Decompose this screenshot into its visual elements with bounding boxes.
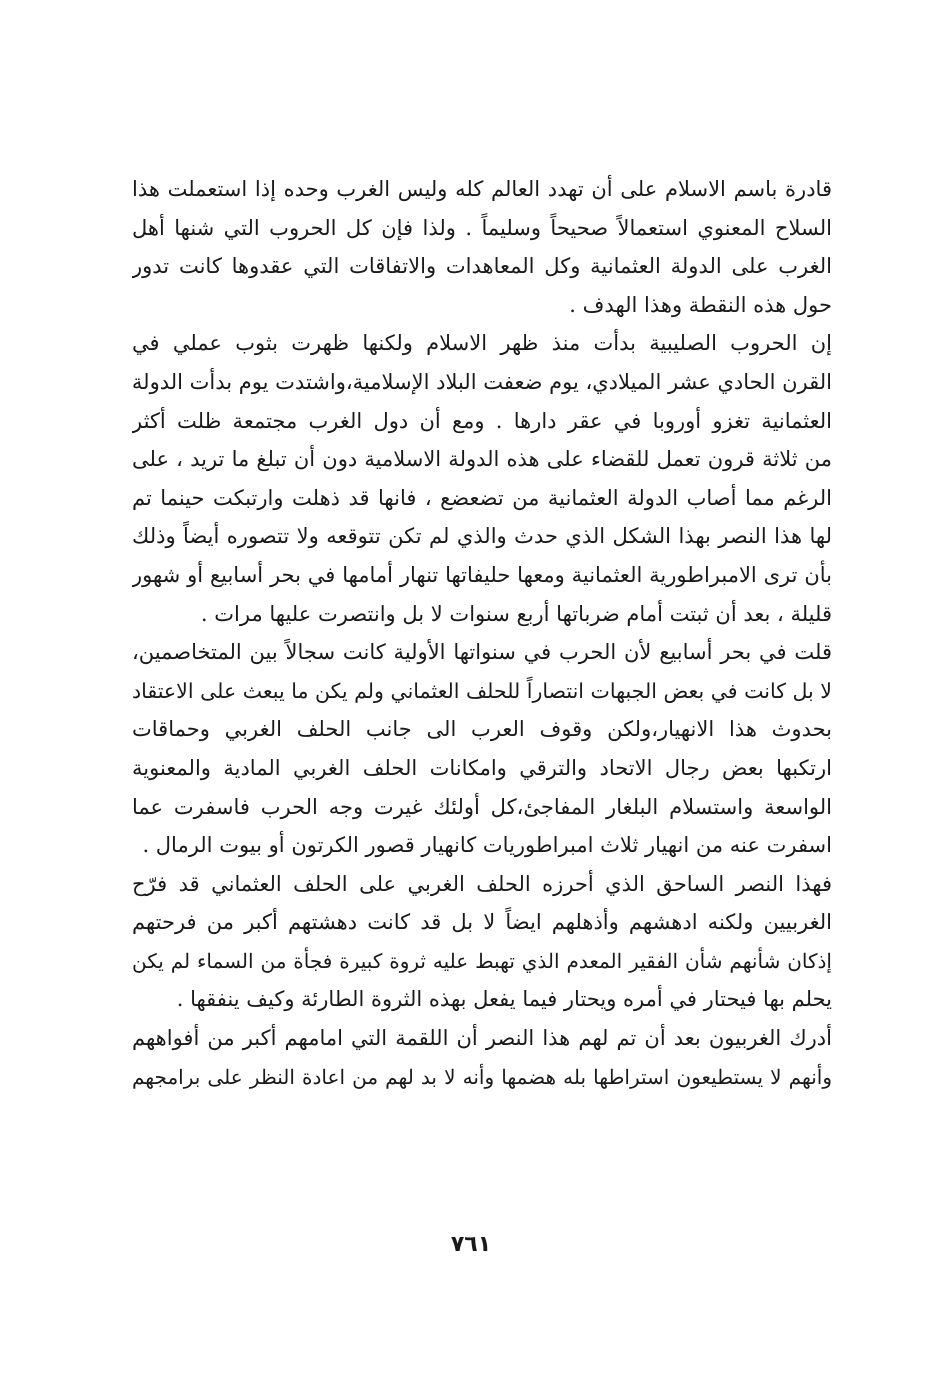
- text-line-8: من ثلاثة قرون تعمل للقضاء على هذه الدولة الاسلامية دون أن تبلغ ما تريد ، على: [132, 447, 832, 472]
- text-line-4: حول هذه النقطة وهذا الهدف .: [569, 292, 832, 317]
- text-line-6: القرن الحادي عشر الميلادي، يوم ضعفت البلاد الإسلامية،واشتدت يوم بدأت الدولة: [132, 369, 832, 394]
- text-line-3: الغرب على الدولة العثمانية وكل المعاهدات والاتفاقات التي عقدوها كانت تدور: [132, 254, 832, 279]
- text-line-16: ارتكبها بعض رجال الاتحاد والترقي وامكانات الحلف الغربي المادية والمعنوية: [132, 755, 832, 780]
- text-line-10: لها هذا النصر بهذا الشكل الذي حدث والذي لم تكن تتوقعه ولا تتصوره أيضاً وذلك: [132, 524, 832, 549]
- text-line-15: بحدوث هذا الانهيار،ولكن وقوف العرب الى جانب الحلف الغربي وحماقات: [132, 717, 832, 742]
- text-line-9: الرغم مما أصاب الدولة العثمانية من تضعضع ، فانها قد ذهلت وارتبكت حينما تم: [132, 485, 832, 510]
- text-line-23: أدرك الغربيون بعد أن تم لهم هذا النصر أن اللقمة التي امامهم أكبر من أفواههم: [132, 1026, 832, 1051]
- text-line-1: قادرة باسم الاسلام على أن تهدد العالم كله وليس الغرب وحده إذا استعملت هذا: [132, 177, 832, 201]
- text-line-7: العثمانية تغزو أوروبا في عقر دارها . ومع أن دول الغرب مجتمعة ظلت أكثر: [132, 408, 832, 433]
- text-line-20: الغربيين ولكنه ادهشهم وأذهلهم ايضاً لا بل قد كانت دهشتهم أكبر من فرحتهم: [132, 910, 832, 935]
- text-line-14: لا بل كانت في بعض الجبهات انتصاراً للحلف العثماني ولم يكن ما يبعث على الاعتقاد: [132, 678, 832, 703]
- text-line-22: يحلم بها فيحتار في أمره ويحتار فيما يفعل بهذه الثروة الطارئة وكيف ينفقها .: [176, 987, 832, 1012]
- text-line-18: اسفرت عنه من انهيار ثلاث امبراطوريات كانهيار قصور الكرتون أو بيوت الرمال .: [142, 833, 832, 858]
- text-line-2: السلاح المعنوي استعمالاً صحيحاً وسليماً . ولذا فإن كل الحروب التي شنها أهل: [132, 215, 832, 240]
- text-line-17: الواسعة واستسلام البلغار المفاجئ،كل أولئك غيرت وجه الحرب فاسفرت عما: [132, 794, 832, 819]
- text-line-11: بأن ترى الامبراطورية العثمانية ومعها حليفاتها تنهار أمامها في بحر أسابيع أو شهور: [132, 562, 832, 587]
- page-number: ٧٦١: [450, 1232, 492, 1257]
- body-text: [132, 170, 832, 1096]
- text-line-13: قلت في بحر أسابيع لأن الحرب في سنواتها الأولية كانت سجالاً بين المتخاصمين،: [132, 640, 832, 665]
- text-line-19: فهذا النصر الساحق الذي أحرزه الحلف الغربي على الحلف العثماني قد فرّح: [132, 871, 832, 896]
- text-line-12: قليلة ، بعد أن ثبتت أمام ضرباتها أربع سنوات لا بل وانتصرت عليها مرات .: [200, 601, 832, 626]
- text-line-21: إذكان شأنهم شأن الفقير المعدم الذي تهبط عليه ثروة كبيرة فجأة من السماء لم يكن: [132, 948, 832, 973]
- text-line-24: وأنهم لا يستطيعون استراطها بله هضمها وأنه لا بد لهم من اعادة النظر على برامجهم: [132, 1064, 832, 1089]
- text-line-5: إن الحروب الصليبية بدأت منذ ظهر الاسلام ولكنها ظهرت بثوب عملي في: [132, 331, 832, 356]
